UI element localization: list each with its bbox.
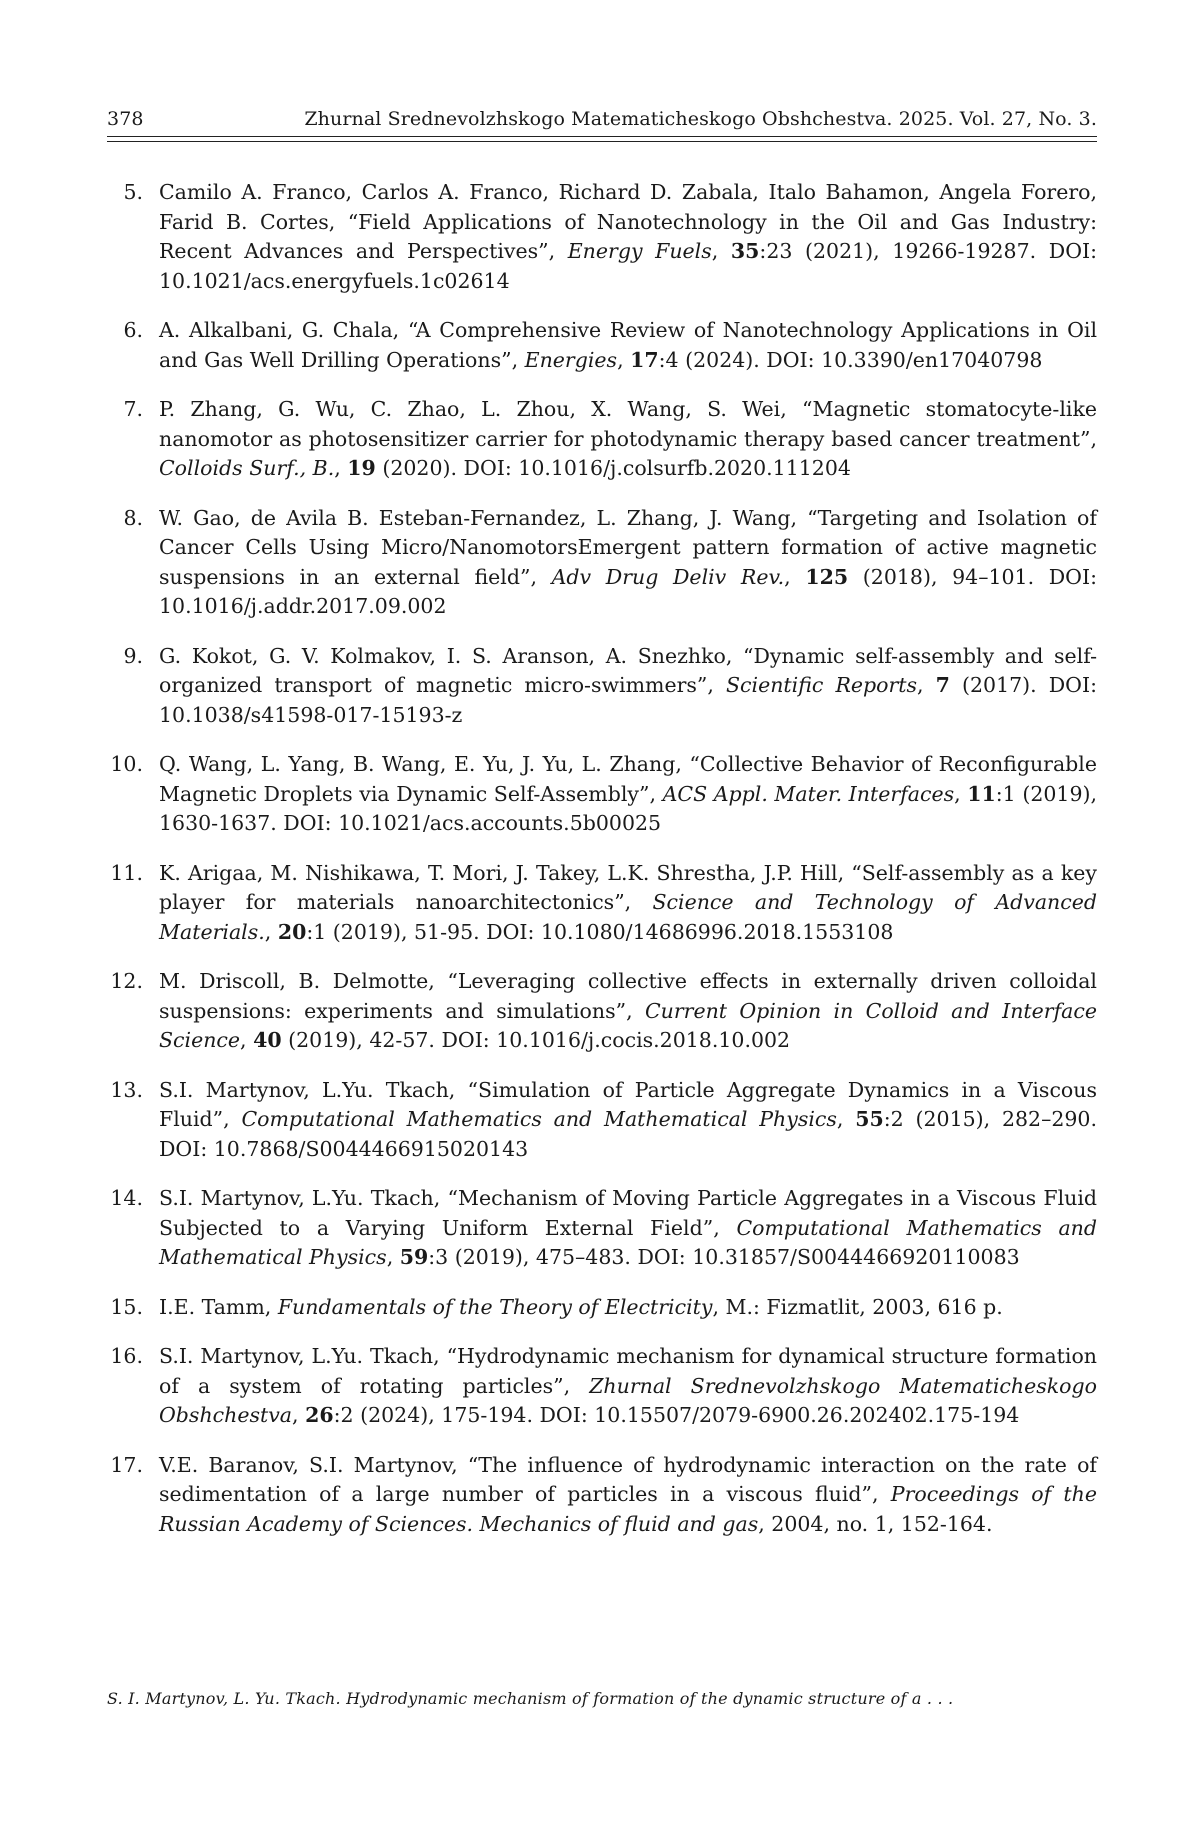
reference-item-12: [107, 967, 1097, 1056]
reference-number: 15.: [110, 1294, 143, 1319]
reference-journal: Energy Fuels: [567, 239, 712, 263]
reference-number: 5.: [123, 180, 143, 204]
reference-separator: ,: [264, 919, 278, 944]
reference-text: [159, 1076, 1097, 1165]
reference-separator: ,: [836, 1107, 856, 1131]
reference-number: 13.: [110, 1077, 143, 1102]
reference-number: 7.: [123, 397, 143, 421]
reference-volume: 19: [347, 456, 376, 480]
reference-authors: V.E. Baranov, S.I. Martynov,: [159, 1452, 468, 1477]
reference-separator: ,: [617, 347, 631, 372]
reference-item-15: [107, 1293, 1097, 1323]
reference-separator: ,: [917, 673, 936, 697]
reference-authors: I.E. Tamm,: [159, 1294, 278, 1319]
reference-text: [159, 750, 1097, 839]
reference-item-11: [107, 859, 1097, 948]
reference-volume: 20: [277, 919, 307, 944]
reference-title: “Mechanism of Moving Particle Aggregates in a Viscous Fluid Subjected to a Varying Uniform External Field”,: [159, 1186, 1098, 1240]
reference-authors: M. Driscoll, B. Delmotte,: [159, 969, 448, 993]
reference-journal: Colloids Surf., B.: [159, 456, 335, 480]
reference-details: :4 (2024). DOI: 10.3390/en17040798: [658, 347, 1043, 372]
reference-details: (2017). DOI: 10.1038/s41598-017-15193-z: [159, 673, 1097, 727]
reference-journal: Computational Mathematics and Mathematical Physics: [159, 1215, 1098, 1269]
reference-text: [159, 1293, 1097, 1323]
reference-journal: Current Opinion in Colloid and Interface Science: [159, 998, 1097, 1052]
reference-details: , 2004, no. 1, 152-164.: [758, 1511, 993, 1536]
reference-journal: Science and Technology of Advanced Materials.: [159, 890, 1097, 944]
reference-volume: 7: [935, 673, 950, 697]
reference-details: :2 (2015), 282–290. DOI: 10.7868/S0044466915020143: [159, 1107, 1097, 1161]
reference-number: 9.: [123, 643, 143, 668]
reference-title: “Leveraging collective effects in externally driven colloidal suspensions: experiments and simulations”,: [159, 969, 1097, 1023]
reference-item-16: [107, 1342, 1097, 1431]
reference-text: [159, 316, 1097, 375]
reference-separator: ,: [334, 456, 348, 480]
reference-details: (2019), 42-57. DOI: 10.1016/j.cocis.2018.10.002: [281, 1028, 791, 1052]
reference-number: 10.: [110, 752, 143, 776]
reference-number: 8.: [123, 505, 143, 530]
reference-separator: ,: [292, 1403, 306, 1427]
reference-separator: ,: [954, 781, 968, 806]
page-number: 378: [107, 108, 144, 130]
reference-volume: 26: [305, 1403, 334, 1427]
header-rule-bottom: [107, 141, 1097, 142]
reference-number: 14.: [110, 1186, 143, 1210]
reference-number: 11.: [110, 860, 143, 885]
reference-volume: 40: [253, 1028, 282, 1052]
reference-authors: A. Alkalbani, G. Chala,: [159, 318, 408, 342]
reference-journal: Energies: [524, 347, 618, 372]
reference-item-10: [107, 750, 1097, 839]
reference-separator: ,: [784, 564, 806, 589]
reference-journal: Adv Drug Deliv Rev.: [551, 564, 785, 589]
reference-authors: P. Zhang, G. Wu, C. Zhao, L. Zhou, X. Wang, S. Wei,: [159, 397, 802, 421]
reference-details: (2018), 94–101. DOI: 10.1016/j.addr.2017.09.002: [159, 564, 1097, 618]
reference-authors: W. Gao, de Avila B. Esteban-Fernandez, L. Zhang, J. Wang,: [159, 505, 808, 530]
header-rule-top: [107, 136, 1097, 137]
reference-text: [159, 1451, 1097, 1540]
reference-text: [159, 1184, 1097, 1273]
reference-text: [159, 178, 1097, 296]
reference-journal: ACS Appl. Mater. Interfaces: [662, 781, 955, 806]
reference-text: [159, 642, 1097, 731]
reference-number: 6.: [123, 318, 143, 342]
reference-title: “Simulation of Particle Aggregate Dynamics in a Viscous Fluid”,: [159, 1077, 1097, 1131]
reference-details: (2020). DOI: 10.1016/j.colsurfb.2020.111204: [375, 456, 851, 480]
reference-volume: 17: [630, 347, 659, 372]
reference-title: “Field Applications of Nanotechnology in the Oil and Gas Industry: Recent Advances and Perspectives”,: [159, 209, 1097, 263]
reference-volume: 55: [855, 1107, 884, 1131]
reference-details: :3 (2019), 475–483. DOI: 10.31857/S0044466920110083: [428, 1245, 1020, 1269]
reference-authors: K. Arigaa, M. Nishikawa, T. Mori, J. Takey, L.K. Shrestha, J.P. Hill,: [159, 860, 852, 885]
reference-details: :23 (2021), 19266-19287. DOI: 10.1021/acs.energyfuels.1c02614: [159, 239, 1098, 293]
reference-details: :2 (2024), 175-194. DOI: 10.15507/2079-6900.26.202402.175-194: [333, 1403, 1020, 1427]
reference-text: [159, 1342, 1097, 1431]
page-footer-running-title: S. I. Martynov, L. Yu. Tkach. Hydrodynamic mechanism of formation of the dynamic structure of a . . .: [107, 1689, 954, 1708]
reference-number: 17.: [110, 1452, 143, 1477]
reference-details: :1 (2019), 51-95. DOI: 10.1080/14686996.2018.1553108: [306, 919, 894, 944]
reference-title: “Dynamic self-assembly and self-organized transport of magnetic micro-swimmers”,: [159, 643, 1098, 697]
reference-item-17: [107, 1451, 1097, 1540]
reference-list: [107, 178, 1097, 1559]
reference-number: 16.: [110, 1344, 143, 1368]
reference-journal: Computational Mathematics and Mathematical Physics: [241, 1107, 837, 1131]
reference-details: , M.: Fizmatlit, 2003, 616 p.: [712, 1294, 1003, 1319]
reference-separator: ,: [240, 1028, 254, 1052]
reference-text: [159, 967, 1097, 1056]
reference-item-5: [107, 178, 1097, 296]
reference-item-7: [107, 395, 1097, 484]
reference-title: “The influence of hydrodynamic interaction on the rate of sedimentation of a large number of particles in a viscous fluid”,: [159, 1452, 1097, 1506]
reference-item-6: [107, 316, 1097, 375]
reference-item-9: [107, 642, 1097, 731]
journal-running-head: Zhurnal Srednevolzhskogo Matematicheskogo Obshchestva. 2025. Vol. 27, No. 3.: [304, 108, 1097, 130]
reference-text: [159, 859, 1097, 948]
reference-number: 12.: [110, 969, 143, 993]
reference-authors: G. Kokot, G. V. Kolmakov, I. S. Aranson, A. Snezhko,: [159, 643, 744, 668]
reference-title: “Magnetic stomatocyte-like nanomotor as photosensitizer carrier for photodynamic therapy based cancer treatment”,: [159, 397, 1097, 451]
reference-text: [159, 504, 1097, 622]
reference-item-14: [107, 1184, 1097, 1273]
reference-volume: 11: [967, 781, 996, 806]
reference-journal: Zhurnal Srednevolzhskogo Matematicheskogo Obshchestva: [159, 1373, 1097, 1427]
reference-volume: 59: [399, 1245, 429, 1269]
page-header: [107, 107, 1097, 131]
reference-text: [159, 395, 1097, 484]
reference-separator: ,: [711, 239, 731, 263]
reference-volume: 125: [805, 564, 849, 589]
reference-title: “Targeting and Isolation of Cancer Cells Using Micro/NanomotorsEmergent pattern formation of active magnetic suspensions in an external field”,: [159, 505, 1097, 589]
reference-item-13: [107, 1076, 1097, 1165]
reference-authors: S.I. Martynov, L.Yu. Tkach,: [159, 1186, 448, 1210]
reference-journal: Proceedings of the Russian Academy of Sciences. Mechanics of fluid and gas: [159, 1482, 1097, 1536]
reference-authors: Q. Wang, L. Yang, B. Wang, E. Yu, J. Yu, L. Zhang,: [159, 752, 690, 776]
reference-authors: S.I. Martynov, L.Yu. Tkach,: [159, 1344, 447, 1368]
reference-title: “A Comprehensive Review of Nanotechnology Applications in Oil and Gas Well Drilling Operations”,: [159, 318, 1098, 372]
reference-title: “Hydrodynamic mechanism for dynamical structure formation of a system of rotating particles”,: [159, 1344, 1097, 1398]
reference-authors: Camilo A. Franco, Carlos A. Franco, Richard D. Zabala, Italo Bahamon, Angela Forero, Farid B. Cortes,: [159, 180, 1097, 234]
reference-title: “Collective Behavior of Reconfigurable Magnetic Droplets via Dynamic Self-Assembly”,: [159, 752, 1097, 806]
reference-journal: Scientific Reports: [726, 673, 918, 697]
reference-details: :1 (2019), 1630-1637. DOI: 10.1021/acs.accounts.5b00025: [159, 781, 1097, 835]
reference-volume: 35: [730, 239, 760, 263]
reference-separator: ,: [386, 1245, 400, 1269]
reference-journal: Fundamentals of the Theory of Electricity: [277, 1294, 713, 1319]
reference-title: “Self-assembly as a key player for materials nanoarchitectonics”,: [159, 860, 1097, 914]
reference-item-8: [107, 504, 1097, 622]
reference-authors: S.I. Martynov, L.Yu. Tkach,: [159, 1077, 468, 1102]
